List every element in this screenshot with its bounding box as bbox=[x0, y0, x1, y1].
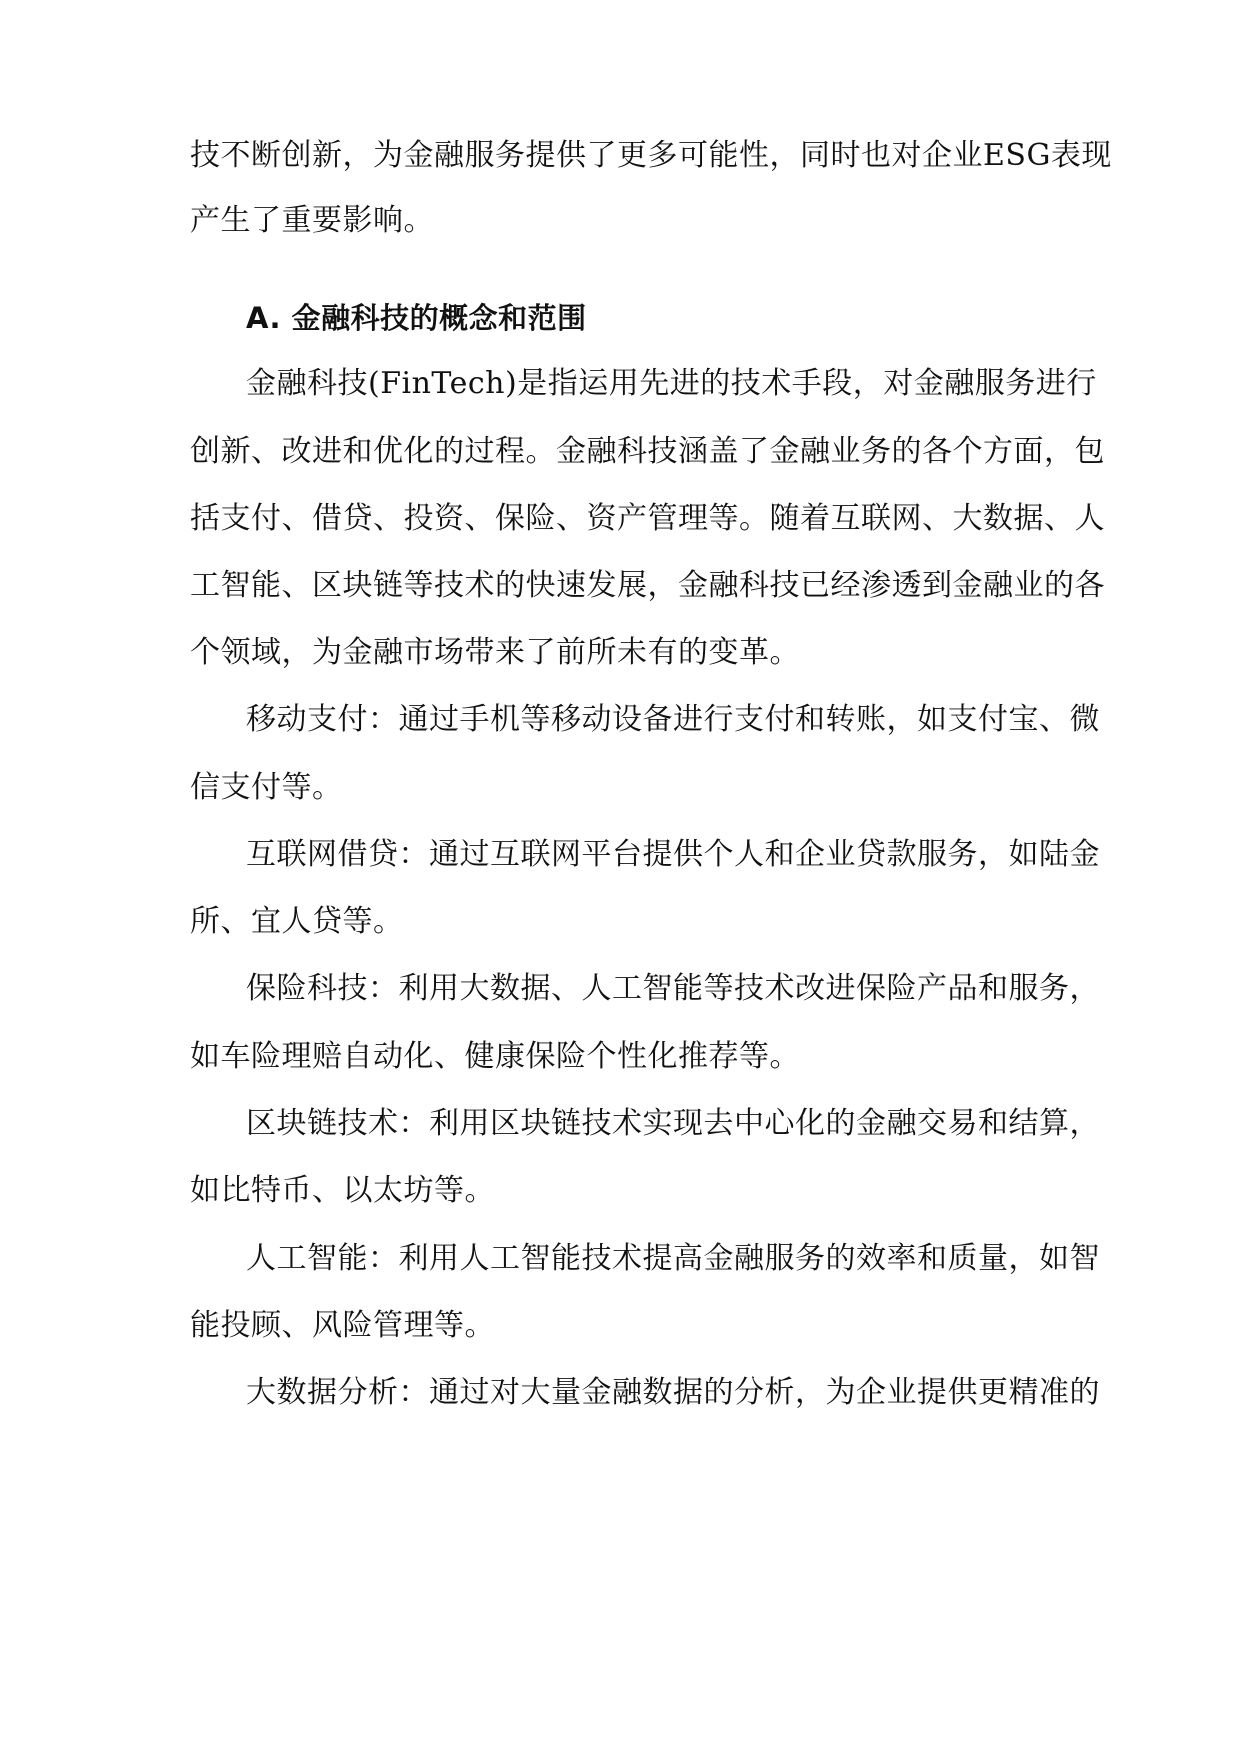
mobile-payment-line-1: 移动支付：通过手机等移动设备进行支付和转账，如支付宝、微 bbox=[246, 702, 1100, 737]
internet-lending-line-1: 互联网借贷：通过互联网平台提供个人和企业贷款服务，如陆金 bbox=[246, 837, 1100, 872]
insurtech-line-2: 如车险理赔自动化、健康保险个性化推荐等。 bbox=[190, 1039, 800, 1074]
definition-line-3: 括支付、借贷、投资、保险、资产管理等。随着互联网、大数据、人 bbox=[190, 501, 1105, 536]
intro-line-1: 技不断创新，为金融服务提供了更多可能性，同时也对企业ESG表现 bbox=[190, 138, 1112, 173]
definition-line-5: 个领域，为金融市场带来了前所未有的变革。 bbox=[190, 635, 800, 670]
section-heading: A. 金融科技的概念和范围 bbox=[246, 301, 587, 335]
definition-line-1: 金融科技(FinTech)是指运用先进的技术手段，对金融服务进行 bbox=[246, 366, 1097, 401]
big-data-line-1: 大数据分析：通过对大量金融数据的分析，为企业提供更精准的 bbox=[246, 1375, 1100, 1410]
blockchain-line-2: 如比特币、以太坊等。 bbox=[190, 1173, 495, 1208]
insurtech-line-1: 保险科技：利用大数据、人工智能等技术改进保险产品和服务， bbox=[246, 971, 1100, 1006]
blockchain-line-1: 区块链技术：利用区块链技术实现去中心化的金融交易和结算， bbox=[246, 1106, 1100, 1141]
ai-line-2: 能投顾、风险管理等。 bbox=[190, 1308, 495, 1343]
internet-lending-line-2: 所、宜人贷等。 bbox=[190, 904, 404, 939]
intro-line-2: 产生了重要影响。 bbox=[190, 203, 434, 238]
definition-line-4: 工智能、区块链等技术的快速发展，金融科技已经渗透到金融业的各 bbox=[190, 568, 1105, 603]
ai-line-1: 人工智能：利用人工智能技术提高金融服务的效率和质量，如智 bbox=[246, 1241, 1100, 1276]
mobile-payment-line-2: 信支付等。 bbox=[190, 770, 343, 805]
definition-line-2: 创新、改进和优化的过程。金融科技涵盖了金融业务的各个方面，包 bbox=[190, 434, 1105, 469]
